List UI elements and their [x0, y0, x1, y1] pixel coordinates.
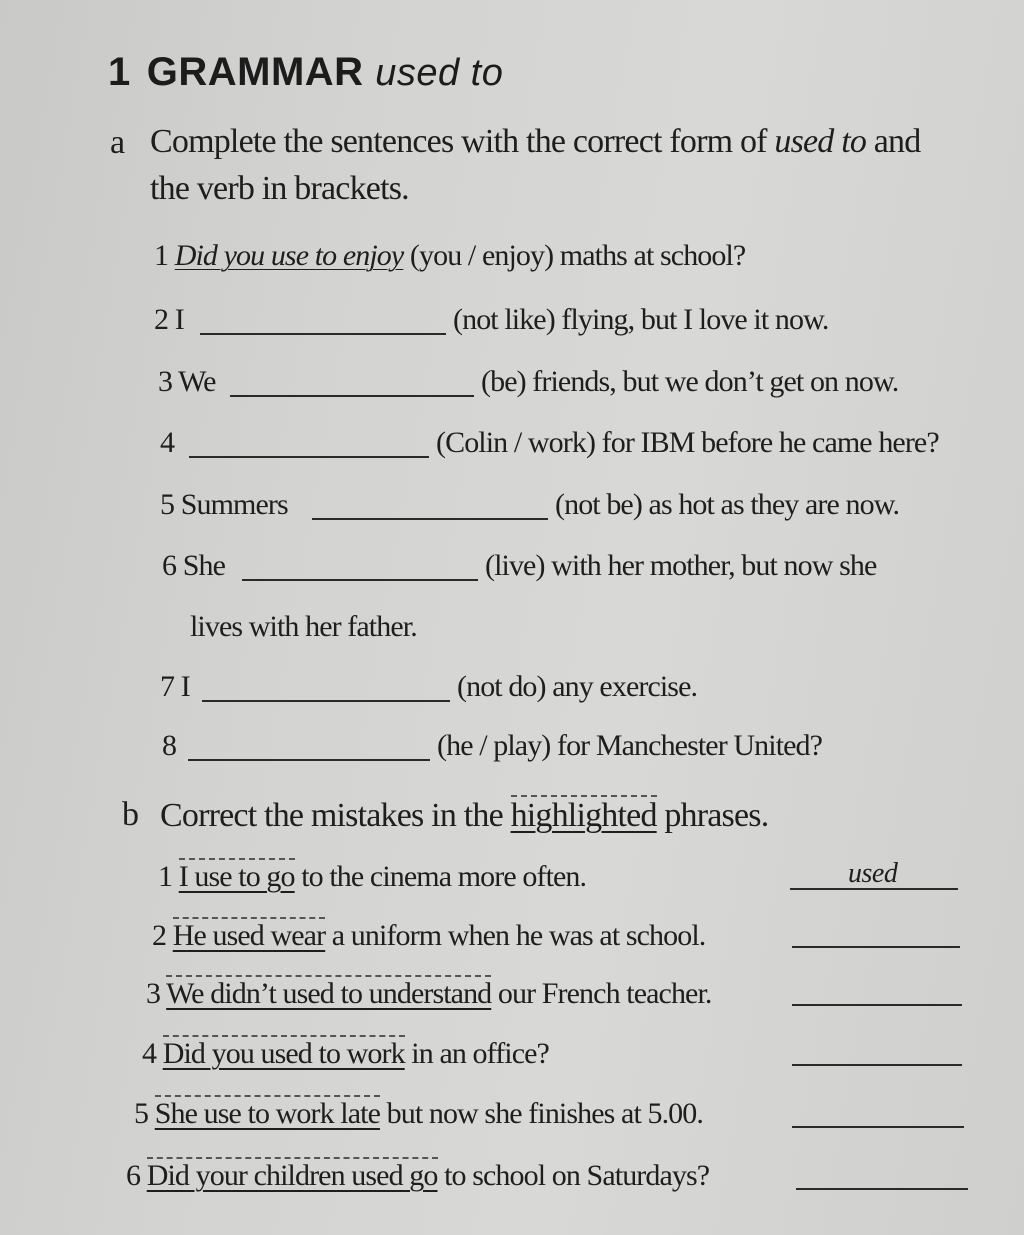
item-text-after: (not be) as hot as they are now. [555, 488, 900, 521]
item-text-after: (not do) any exercise. [457, 670, 698, 703]
item-number: 7 [160, 670, 175, 703]
section-b-item-3 [146, 976, 712, 1012]
item-number: 5 [160, 488, 175, 521]
answer-blank-a5[interactable] [312, 518, 548, 520]
exercise-heading [108, 50, 503, 95]
highlighted-phrase: Did your children used go [146, 1159, 438, 1192]
highlighted-phrase: He used wear [172, 919, 326, 952]
answer-blank-a2[interactable] [200, 333, 446, 335]
item-text-after: (be) friends, but we don’t get on now. [481, 365, 899, 398]
section-b-item-5 [134, 1096, 703, 1132]
item-number: 3 [158, 365, 173, 398]
item-text: to the cinema more often. [294, 860, 587, 893]
section-b-item-2 [152, 918, 705, 954]
item-text-before: Summers [180, 488, 288, 521]
section-a-instruction-line2: the verb in brackets. [150, 170, 409, 207]
answer-blank-a4[interactable] [189, 456, 429, 458]
item-text-before: I [180, 670, 190, 703]
item-text: in an office? [404, 1037, 549, 1070]
section-a-item-7 [160, 669, 190, 705]
answer-blank-a3[interactable] [230, 395, 474, 397]
item-number: 4 [160, 426, 175, 459]
highlighted-phrase: We didn’t used to understand [166, 977, 492, 1010]
instruction-text: Correct the mistakes in the [160, 797, 511, 834]
highlighted-phrase: I use to go [178, 860, 295, 893]
item-number: 2 [154, 303, 169, 336]
section-a-item-1 [154, 238, 745, 274]
section-b-letter: b [122, 796, 139, 833]
instruction-highlight: highlighted [510, 797, 657, 834]
exercise-number: 1 [108, 50, 131, 94]
item-text: (you / enjoy) maths at school? [403, 239, 746, 272]
section-b-item-6 [126, 1158, 709, 1194]
section-b-instruction [160, 793, 768, 839]
item-number: 5 [134, 1097, 149, 1130]
item-text-before: We [178, 365, 216, 398]
item-number: 1 [158, 860, 173, 893]
item-text: but now she finishes at 5.00. [380, 1097, 703, 1130]
answer-blank-a7[interactable] [202, 700, 450, 702]
item-text-before: I [174, 303, 184, 336]
correction-blank-b3[interactable] [792, 1004, 962, 1006]
correction-blank-b4[interactable] [792, 1064, 962, 1066]
exercise-title: GRAMMAR [146, 50, 364, 94]
section-a-item-4 [160, 425, 174, 461]
answer-blank-a6[interactable] [242, 579, 478, 581]
exercise-subtitle: used to [375, 52, 504, 94]
correction-blank-b1[interactable] [790, 888, 958, 890]
item-number: 8 [162, 729, 177, 762]
correction-blank-b5[interactable] [792, 1126, 964, 1128]
correction-blank-b2[interactable] [792, 946, 960, 948]
item-number: 6 [162, 549, 177, 582]
item-number: 3 [146, 977, 161, 1010]
correction-blank-b6[interactable] [796, 1188, 968, 1190]
section-a-item-3 [158, 364, 216, 400]
item-text: to school on Saturdays? [437, 1159, 710, 1192]
highlighted-phrase: She use to work late [154, 1097, 381, 1130]
example-answer: Did you use to enjoy [174, 239, 404, 272]
answer-blank-a8[interactable] [188, 759, 430, 761]
instruction-text: phrases. [656, 797, 769, 834]
item-text-before: She [182, 549, 226, 582]
item-text: a uniform when he was at school. [325, 919, 706, 952]
item-text: our French teacher. [491, 977, 712, 1010]
item-text-after: (Colin / work) for IBM before he came here? [436, 426, 939, 459]
item-number: 2 [152, 919, 167, 952]
item-text-after: (live) with her mother, but now she [485, 549, 877, 582]
section-b-item-4 [142, 1036, 549, 1072]
highlighted-phrase: Did you used to work [162, 1037, 405, 1070]
section-b-item-1 [158, 859, 586, 895]
item-text-after: (he / play) for Manchester United? [437, 729, 823, 762]
section-a-item-5 [160, 487, 288, 523]
section-a-item-6 [162, 548, 225, 584]
item-number: 6 [126, 1159, 141, 1192]
instruction-italic: used to [774, 123, 867, 160]
section-a-letter: a [110, 124, 125, 161]
instruction-text: Complete the sentences with the correct form of [150, 123, 775, 160]
item-number: 4 [142, 1037, 157, 1070]
section-a-item-2 [154, 302, 184, 338]
item-continuation: lives with her father. [190, 610, 417, 643]
item-number: 1 [154, 239, 169, 272]
correction-answer: used [848, 858, 898, 889]
instruction-text: and [866, 123, 921, 160]
section-a-item-8 [162, 728, 176, 764]
item-text-after: (not like) flying, but I love it now. [453, 303, 829, 336]
section-a-instruction-line1 [150, 119, 920, 165]
